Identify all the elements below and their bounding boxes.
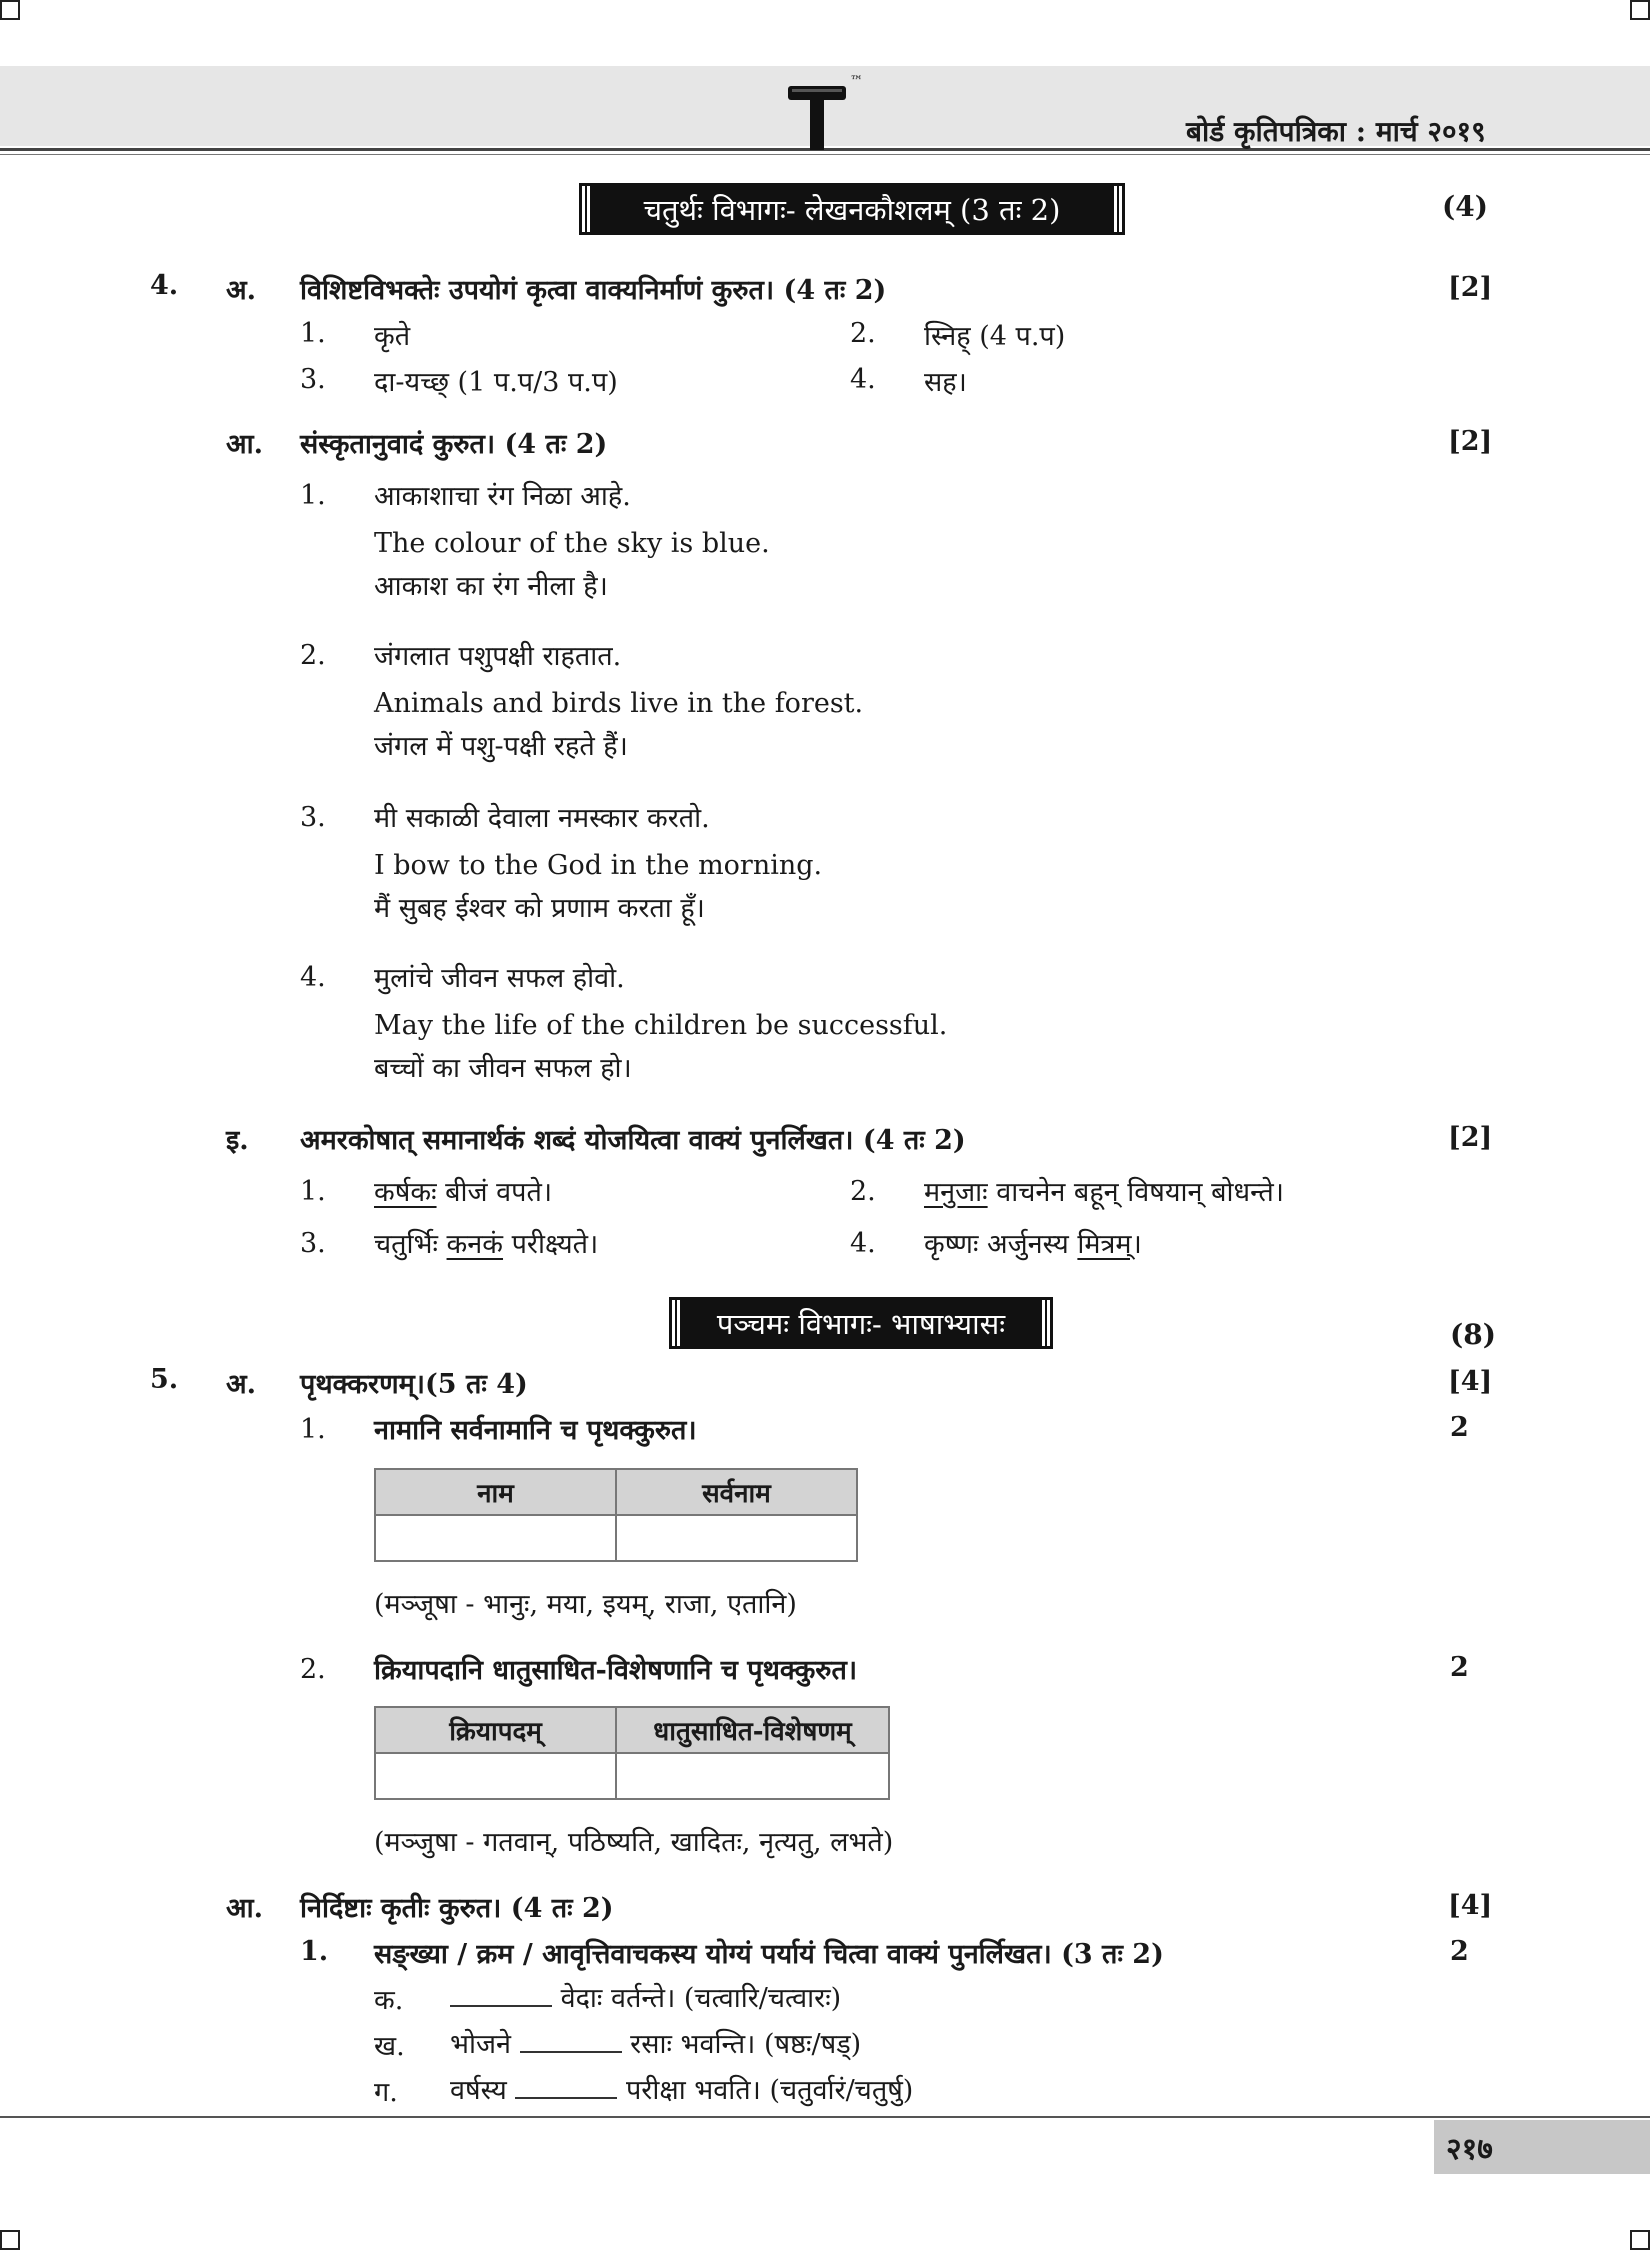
- english-sentence: The colour of the sky is blue.: [374, 528, 770, 559]
- item-text: दा-यच्छ् (1 प.प/3 प.प): [374, 367, 618, 398]
- item-instruction: नामानि सर्वनामानि च पृथक्कुरुत।: [374, 1415, 697, 1446]
- item-number: 3.: [300, 1228, 326, 1259]
- option-letter: ख.: [374, 2031, 405, 2062]
- crop-mark: [0, 0, 20, 20]
- page-number: २१७: [1446, 2131, 1493, 2167]
- sentence-start: चतुर्भिः: [374, 1229, 447, 1260]
- synonym-sentence: [374, 1224, 598, 1261]
- item-number: 3.: [300, 364, 326, 395]
- sentence-rest: रसाः भवन्ति। (षष्ठः/षड्): [621, 2029, 862, 2060]
- item-number: 1.: [300, 318, 326, 349]
- section-banner: [672, 1300, 1050, 1346]
- synonym-sentence: [924, 1172, 1284, 1209]
- sentence-start: कृष्णः अर्जुनस्य: [924, 1229, 1078, 1260]
- underlined-word: मित्रम्: [1077, 1229, 1132, 1260]
- answer-blank[interactable]: [450, 2001, 552, 2007]
- item-number: 3.: [300, 802, 326, 833]
- english-sentence: I bow to the God in the morning.: [374, 850, 823, 881]
- item-instruction: क्रियापदानि धातुसाधित-विशेषणानि च पृथक्कुरुत।: [374, 1655, 858, 1686]
- item-text: सह।: [924, 367, 967, 398]
- sentence-rest: वेदाः वर्तन्ते। (चत्वारि/चत्वारः): [552, 1983, 842, 2014]
- table-header: नाम: [375, 1469, 616, 1515]
- section-banner: [582, 186, 1122, 232]
- subquestion-title: अमरकोषात् समानार्थकं शब्दं योजयित्वा वाक्यं पुनर्लिखत। (4 तः 2): [300, 1125, 966, 1156]
- answer-cell[interactable]: [375, 1753, 616, 1799]
- table-header: सर्वनाम: [616, 1469, 857, 1515]
- subquestion-marks: [2]: [1448, 272, 1493, 303]
- subquestion-title: निर्दिष्टाः कृतीः कुरुत। (4 तः 2): [300, 1893, 614, 1924]
- item-number: 1.: [300, 1176, 326, 1207]
- answer-table: [374, 1468, 858, 1562]
- footer-divider: [0, 2116, 1650, 2118]
- answer-cell[interactable]: [375, 1515, 616, 1561]
- trademark-mark: ™: [850, 74, 863, 89]
- marathi-sentence: आकाशाचा रंग निळा आहे.: [374, 481, 631, 512]
- hindi-sentence: बच्चों का जीवन सफल हो।: [374, 1053, 632, 1084]
- crop-mark: [1630, 2230, 1650, 2250]
- item-instruction: सङ्ख्या / क्रम / आवृत्तिवाचकस्य योग्यं पर्यायं चित्वा वाक्यं पुनर्लिखत। (3 तः 2): [374, 1939, 1164, 1970]
- underlined-word: कर्षकः: [374, 1177, 437, 1208]
- hindi-sentence: आकाश का रंग नीला है।: [374, 571, 608, 602]
- crop-mark: [1630, 0, 1650, 20]
- sentence-rest: वाचनेन बहून् विषयान् बोधन्ते।: [987, 1177, 1285, 1208]
- question-number: 5.: [150, 1364, 179, 1395]
- item-number: 2.: [300, 640, 326, 671]
- item-number: 1.: [300, 480, 326, 511]
- subquestion-letter: अ.: [226, 275, 257, 306]
- subquestion-letter: इ.: [226, 1125, 249, 1156]
- subquestion-title: पृथक्करणम्।(5 तः 4): [300, 1369, 528, 1400]
- answer-blank[interactable]: [520, 2047, 622, 2053]
- answer-cell[interactable]: [616, 1515, 857, 1561]
- hindi-sentence: जंगल में पशु-पक्षी रहते हैं।: [374, 731, 628, 762]
- answer-blank[interactable]: [515, 2093, 617, 2099]
- synonym-sentence: [374, 1172, 552, 1209]
- subquestion-title: संस्कृतानुवादं कुरुत। (4 तः 2): [300, 429, 608, 460]
- fill-blank-sentence: [450, 2070, 913, 2107]
- sentence-rest: परीक्षा भवति। (चतुर्वारं/चतुर्षु): [617, 2075, 914, 2106]
- hindi-sentence: मैं सुबह ईश्वर को प्रणाम करता हूँ।: [374, 893, 705, 924]
- item-marks: 2: [1450, 1936, 1469, 1967]
- header-divider: [0, 154, 1650, 155]
- item-number: 2.: [850, 318, 876, 349]
- option-letter: क.: [374, 1985, 404, 2016]
- answer-cell[interactable]: [616, 1753, 889, 1799]
- sentence-start: वर्षस्य: [450, 2075, 516, 2106]
- fill-blank-sentence: [450, 2024, 861, 2061]
- item-number: 4.: [850, 364, 876, 395]
- item-number: 1.: [300, 1414, 326, 1445]
- subquestion-marks: [4]: [1448, 1366, 1493, 1397]
- section-marks: (8): [1450, 1318, 1496, 1351]
- subquestion-title: विशिष्टविभक्तेः उपयोगं कृत्वा वाक्यनिर्माणं कुरुत। (4 तः 2): [300, 275, 887, 306]
- publisher-logo-icon: [786, 80, 852, 150]
- subquestion-letter: आ.: [226, 1893, 263, 1924]
- sentence-start: भोजने: [450, 2029, 520, 2060]
- word-box: (मञ्जूषा - भानुः, मया, इयम्, राजा, एतानि): [374, 1589, 797, 1620]
- table-header: धातुसाधित-विशेषणम्: [616, 1707, 889, 1753]
- underlined-word: कनकं: [446, 1229, 504, 1260]
- fill-blank-sentence: [450, 1978, 841, 2015]
- english-sentence: May the life of the children be successful.: [374, 1010, 948, 1041]
- option-letter: ग.: [374, 2077, 398, 2108]
- marathi-sentence: मुलांचे जीवन सफल होवो.: [374, 963, 625, 994]
- question-number: 4.: [150, 270, 179, 301]
- item-number: 4.: [300, 962, 326, 993]
- subquestion-letter: आ.: [226, 429, 263, 460]
- page-header-title: बोर्ड कृतिपत्रिका : मार्च २०१९: [1186, 115, 1486, 148]
- item-marks: 2: [1450, 1652, 1469, 1683]
- item-number: 2.: [850, 1176, 876, 1207]
- subquestion-marks: [2]: [1448, 1122, 1493, 1153]
- table-header: क्रियापदम्: [375, 1707, 616, 1753]
- sentence-rest: बीजं वपते।: [436, 1177, 553, 1208]
- answer-table: [374, 1706, 890, 1800]
- item-number: 4.: [850, 1228, 876, 1259]
- item-text: स्निह् (4 प.प): [924, 321, 1066, 352]
- item-marks: 2: [1450, 1412, 1469, 1443]
- page-number-box: [1434, 2120, 1650, 2174]
- english-sentence: Animals and birds live in the forest.: [374, 688, 864, 719]
- sentence-rest: परीक्ष्यते।: [503, 1229, 599, 1260]
- section-marks: (4): [1442, 190, 1488, 223]
- section-banner-text: चतुर्थः विभागः- लेखनकौशलम् (3 तः 2): [643, 192, 1061, 227]
- subquestion-marks: [2]: [1448, 426, 1493, 457]
- item-number: 1.: [300, 1936, 329, 1967]
- subquestion-letter: अ.: [226, 1369, 257, 1400]
- item-number: 2.: [300, 1654, 326, 1685]
- subquestion-marks: [4]: [1448, 1890, 1493, 1921]
- marathi-sentence: मी सकाळी देवाला नमस्कार करतो.: [374, 803, 710, 834]
- section-banner-text: पञ्चमः विभागः- भाषाभ्यासः: [716, 1306, 1006, 1341]
- word-box: (मञ्जुषा - गतवान्, पठिष्यति, खादितः, नृत्यतु, लभते): [374, 1827, 894, 1858]
- crop-mark: [0, 2230, 20, 2250]
- sentence-rest: ।: [1131, 1229, 1142, 1260]
- synonym-sentence: [924, 1224, 1142, 1261]
- item-text: कृते: [374, 321, 411, 352]
- underlined-word: मनुजाः: [924, 1177, 988, 1208]
- marathi-sentence: जंगलात पशुपक्षी राहतात.: [374, 641, 622, 672]
